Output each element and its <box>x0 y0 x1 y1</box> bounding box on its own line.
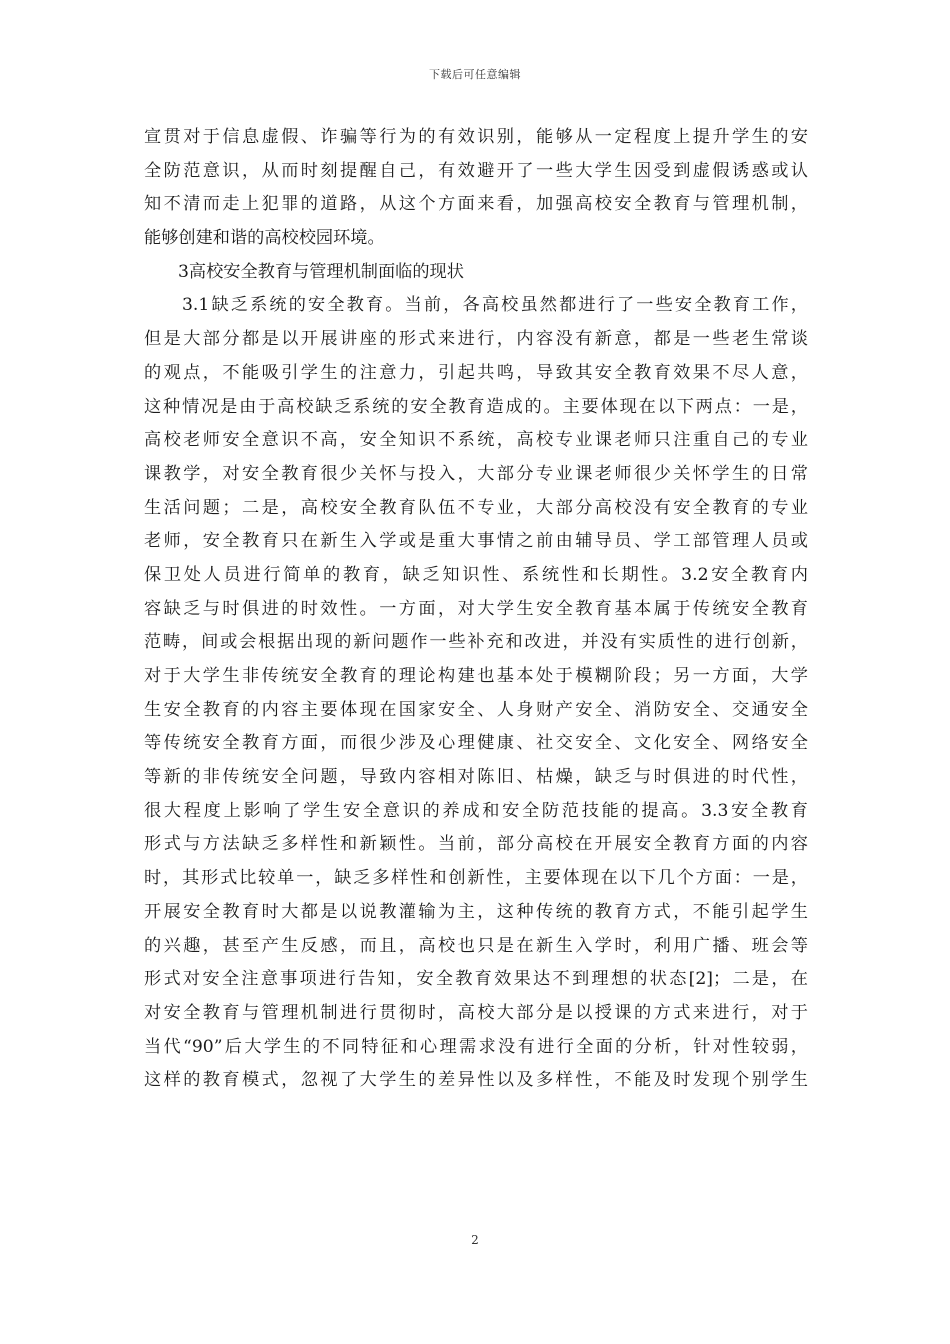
paragraph-line: 生活问题；二是，高校安全教育队伍不专业，大部分高校没有安全教育的专业 <box>144 497 808 518</box>
paragraph-line: 这种情况是由于高校缺乏系统的安全教育造成的。主要体现在以下两点：一是， <box>144 396 808 417</box>
paragraph-line: 很大程度上影响了学生安全意识的养成和安全防范技能的提高。3.3安全教育 <box>144 800 808 821</box>
paragraph-line: 当代“90”后大学生的不同特征和心理需求没有进行全面的分析，针对性较弱， <box>144 1036 808 1057</box>
paragraph-line: 3.1缺乏系统的安全教育。当前，各高校虽然都进行了一些安全教育工作， <box>182 295 808 316</box>
paragraph-line: 知不清而走上犯罪的道路，从这个方面来看，加强高校安全教育与管理机制， <box>144 194 808 215</box>
paragraph-line: 的观点，不能吸引学生的注意力，引起共鸣，导致其安全教育效果不尽人意， <box>144 362 808 383</box>
paragraph-line: 开展安全教育时大都是以说教灌输为主，这种传统的教育方式，不能引起学生 <box>144 901 808 922</box>
page-header: 下载后可任意编辑 <box>429 68 521 81</box>
paragraph-line: 对安全教育与管理机制进行贯彻时，高校大部分是以授课的方式来进行，对于 <box>144 1002 808 1023</box>
paragraph-line: 容缺乏与时俱进的时效性。一方面，对大学生安全教育基本属于传统安全教育 <box>144 598 808 619</box>
paragraph-line: 这样的教育模式，忽视了大学生的差异性以及多样性，不能及时发现个别学生 <box>144 1070 808 1091</box>
paragraph-line: 对于大学生非传统安全教育的理论构建也基本处于模糊阶段；另一方面，大学 <box>144 666 808 686</box>
page-number: 2 <box>471 1233 479 1247</box>
section-heading: 3高校安全教育与管理机制面临的现状 <box>178 261 464 282</box>
paragraph-line: 课教学，对安全教育很少关怀与投入，大部分专业课老师很少关怀学生的日常 <box>144 463 808 484</box>
paragraph-line: 等新的非传统安全问题，导致内容相对陈旧、枯燥，缺乏与时俱进的时代性， <box>144 767 808 788</box>
paragraph-line: 生安全教育的内容主要体现在国家安全、人身财产安全、消防安全、交通安全 <box>144 699 808 720</box>
paragraph-line: 全防范意识，从而时刻提醒自己，有效避开了一些大学生因受到虚假诱惑或认 <box>144 160 808 181</box>
paragraph-line: 范畴，间或会根据出现的新问题作一些补充和改进，并没有实质性的进行创新， <box>144 632 808 653</box>
document-body <box>144 121 808 1098</box>
paragraph-line: 高校老师安全意识不高，安全知识不系统，高校专业课老师只注重自己的专业 <box>144 430 808 451</box>
paragraph-line: 等传统安全教育方面，而很少涉及心理健康、社交安全、文化安全、网络安全 <box>144 733 808 754</box>
paragraph-line: 老师，安全教育只在新生入学或是重大事情之前由辅导员、学工部管理人员或 <box>144 531 808 552</box>
paragraph-line: 宣贯对于信息虚假、诈骗等行为的有效识别，能够从一定程度上提升学生的安 <box>144 127 808 147</box>
paragraph-line: 保卫处人员进行简单的教育，缺乏知识性、系统性和长期性。3.2安全教育内 <box>144 564 808 585</box>
paragraph-line: 形式对安全注意事项进行告知，安全教育效果达不到理想的状态[2]；二是，在 <box>144 969 808 990</box>
paragraph-line: 能够创建和谐的高校校园环境。 <box>144 228 385 249</box>
paragraph-line: 但是大部分都是以开展讲座的形式来进行，内容没有新意，都是一些老生常谈 <box>144 329 808 350</box>
paragraph-line: 的兴趣，甚至产生反感，而且，高校也只是在新生入学时，利用广播、班会等 <box>144 935 808 956</box>
paragraph-line: 时，其形式比较单一，缺乏多样性和创新性，主要体现在以下几个方面：一是， <box>144 868 808 889</box>
paragraph-line: 形式与方法缺乏多样性和新颖性。当前，部分高校在开展安全教育方面的内容 <box>144 834 808 855</box>
